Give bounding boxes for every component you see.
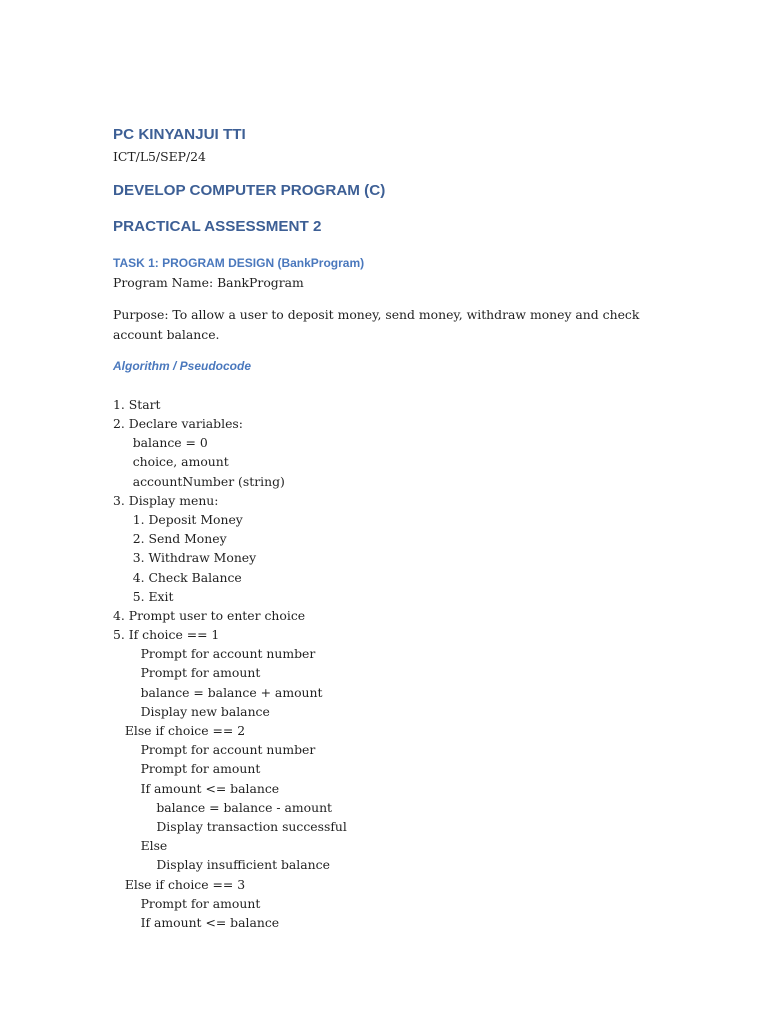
- class-code: ICT/L5/SEP/24: [113, 149, 206, 164]
- pseudocode-line: balance = 0: [113, 435, 208, 451]
- pseudocode-line: balance = balance + amount: [113, 684, 323, 700]
- pseudocode-line: 1. Start: [113, 396, 161, 412]
- pseudocode-line: If amount <= balance: [113, 780, 280, 796]
- pseudocode-line: balance = balance - amount: [113, 799, 333, 815]
- purpose-line-2: account balance.: [113, 326, 220, 342]
- pseudocode-line: 2. Send Money: [113, 531, 227, 547]
- pseudocode-line: 5. Exit: [113, 588, 174, 604]
- pseudocode-line: Prompt for amount: [113, 895, 261, 911]
- pseudocode-line: choice, amount: [113, 454, 229, 470]
- pseudocode-line: Else: [113, 838, 168, 854]
- pseudocode-line: Prompt for account number: [113, 742, 316, 758]
- pseudocode-line: 3. Withdraw Money: [113, 550, 257, 566]
- program-name: Program Name: BankProgram: [113, 275, 304, 291]
- pseudocode-line: accountNumber (string): [113, 473, 285, 489]
- pseudocode-line: 2. Declare variables:: [113, 416, 243, 431]
- pseudocode-line: Prompt for amount: [113, 665, 261, 681]
- institution-title: PC KINYANJUI TTI: [113, 126, 246, 143]
- pseudocode-line: If amount <= balance: [113, 914, 280, 930]
- purpose-line-1: Purpose: To allow a user to deposit money, send money, withdraw money and check: [113, 307, 640, 323]
- pseudocode-line: Prompt for account number: [113, 646, 316, 662]
- document-content: [113, 124, 653, 932]
- pseudocode-line: Display new balance: [113, 703, 270, 719]
- pseudocode-line: Else if choice == 2: [113, 723, 246, 738]
- assessment-title: PRACTICAL ASSESSMENT 2: [113, 218, 322, 236]
- pseudocode-line: 4. Prompt user to enter choice: [113, 607, 306, 623]
- pseudocode-line: Else if choice == 3: [113, 876, 246, 892]
- pseudocode-line: 5. If choice == 1: [113, 627, 220, 643]
- task-heading: TASK 1: PROGRAM DESIGN (BankProgram): [113, 256, 365, 271]
- pseudocode-line: 4. Check Balance: [113, 569, 242, 585]
- pseudocode-block: [113, 395, 653, 932]
- pseudocode-line: Display transaction successful: [113, 818, 347, 834]
- pseudocode-line: 1. Deposit Money: [113, 511, 243, 527]
- algorithm-heading: Algorithm / Pseudocode: [113, 358, 252, 373]
- pseudocode-line: 3. Display menu:: [113, 492, 219, 508]
- pseudocode-line: Prompt for amount: [113, 761, 261, 777]
- pseudocode-line: Display insufficient balance: [113, 857, 330, 873]
- unit-title: DEVELOP COMPUTER PROGRAM (C): [113, 182, 386, 200]
